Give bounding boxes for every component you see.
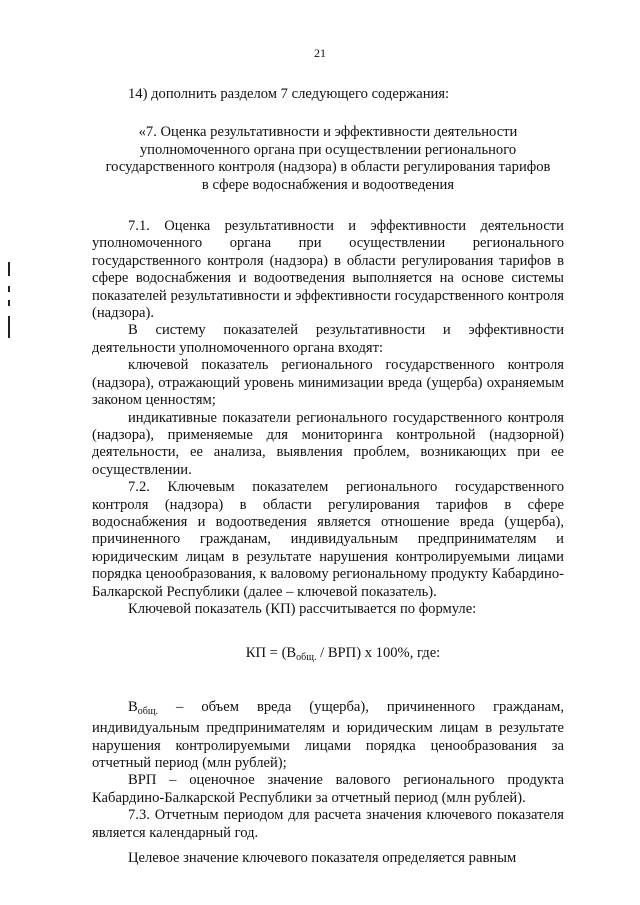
- margin-mark: [8, 262, 10, 276]
- b-symbol-subscript: общ.: [137, 705, 159, 717]
- paragraph-7-3: 7.3. Отчетным периодом для расчета значения ключевого показателя является календарный год.: [92, 807, 564, 841]
- heading-line: государственного контроля (надзора) в области регулирования тарифов: [105, 159, 551, 176]
- margin-mark: [8, 316, 10, 338]
- paragraph-7-2: 7.2. Ключевым показателем регионального государственного контроля (надзора) в области регулирования тарифов в сфере водоснабжения и водоотведения является отношение вреда (ущерба), причиненного гражданам, индивидуальным предпринимателям и юридическим лицам в результате нарушения контролируемыми лицами порядка ценообразования, к валовому региональному продукту Кабардино-Балкарской Республики (далее – ключевой показатель).: [92, 479, 564, 600]
- paragraph-vrp-definition: ВРП – оценочное значение валового регионального продукта Кабардино-Балкарской Республики за отчетный период (млн рублей).: [92, 772, 564, 806]
- formula-right: / ВРП) х 100%, где:: [316, 645, 441, 662]
- paragraph-target: Целевое значение ключевого показателя определяется равным: [128, 850, 517, 867]
- paragraph-indicative: индикативные показатели регионального государственного контроля (надзора), применяемые для мониторинга контрольной (надзорной) деятельности, ее анализа, выявления проблем, возникающих при ее осуществлении.: [92, 409, 564, 478]
- b-definition-text: – объем вреда (ущерба), причиненного гражданам, индивидуальным предпринимателям и юридическим лицам в результате нарушения контролируемыми лицами порядка ценообразования за отчетный период (млн рублей);: [92, 698, 564, 771]
- margin-mark: [8, 286, 10, 292]
- page-number: 21: [314, 46, 326, 60]
- paragraph-7-1: 7.1. Оценка результативности и эффективности деятельности уполномоченного органа при осуществлении регионального государственного контроля (надзора) в области регулирования тарифов в сфере водоснабжения и водоотведения выполняется на основе системы показателей результативности и эффективности государственного контроля (надзора).: [92, 218, 564, 322]
- formula-left: КП = (В: [245, 645, 297, 662]
- formula: [92, 645, 564, 666]
- margin-marks: [8, 262, 10, 342]
- heading-line: уполномоченного органа при осуществлении регионального: [139, 141, 517, 158]
- heading-line: «7. Оценка результативности и эффективности деятельности: [138, 124, 518, 141]
- paragraph-formula-intro: Ключевой показатель (КП) рассчитывается по формуле:: [128, 600, 477, 617]
- paragraph-system: В систему показателей результативности и эффективности деятельности уполномоченного органа входят:: [92, 322, 564, 356]
- heading-line: в сфере водоснабжения и водоотведения: [201, 176, 455, 193]
- paragraph-key-indicator: ключевой показатель регионального государственного контроля (надзора), отражающий уровень минимизации вреда (ущерба) охраняемым законом ценностям;: [92, 357, 564, 409]
- margin-mark: [8, 300, 10, 306]
- document-body: [92, 86, 564, 867]
- paragraph-b-definition: [92, 699, 564, 773]
- b-symbol: В: [128, 698, 138, 715]
- formula-subscript: общ.: [296, 652, 317, 664]
- section-heading: [92, 124, 564, 194]
- intro-line: 14) дополнить разделом 7 следующего содержания:: [128, 86, 450, 102]
